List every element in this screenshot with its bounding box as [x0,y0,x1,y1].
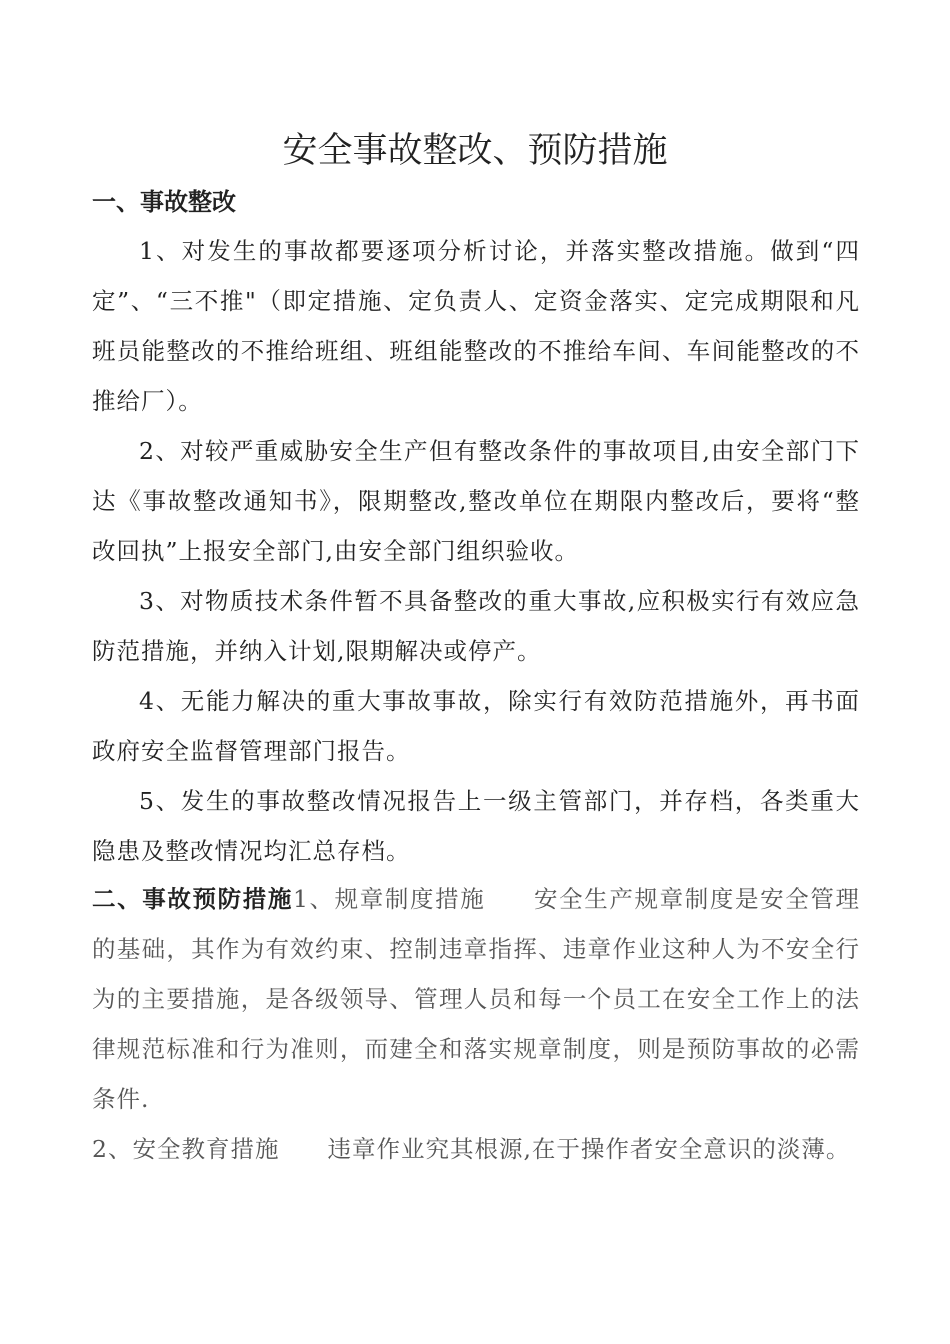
paragraph-2: 2、对较严重威胁安全生产但有整改条件的事故项目,由安全部门下达《事故整改通知书》，限期整改,整改单位在期限内整改后，要将“整改回执”上报安全部门,由安全部门组织验收。 [92,437,860,565]
paragraph-4: 4、无能力解决的重大事故事故，除实行有效防范措施外，再书面政府安全监督管理部门报告。 [92,687,860,765]
item1-label: 1、规章制度措施 [292,885,486,913]
section-prevention-block [92,874,860,1124]
section-heading-rectification: 一、事故整改 [92,187,236,216]
item2-label: 2、安全教育措施 [92,1135,280,1163]
item1-text: 安全生产规章制度是安全管理的基础，其作为有效约束、控制违章指挥、违章作业这种人为不安全行为的主要措施，是各级领导、管理人员和每一个员工在安全工作上的法律规范标准和行为准则，而建全和落实规章制度，则是预防事故的必需条件. [92,885,861,1113]
paragraph-3: 3、对物质技术条件暂不具备整改的重大事故,应积极实行有效应急防范措施，并纳入计划,限期解决或停产。 [92,587,860,665]
section-heading-prevention: 二、事故预防措施 [92,885,293,913]
paragraph-5: 5、发生的事故整改情况报告上一级主管部门，并存档，各类重大隐患及整改情况均汇总存档。 [92,787,860,865]
item2-text: 违章作业究其根源,在于操作者安全意识的淡薄。 [327,1135,851,1163]
item2-line [92,1124,882,1174]
paragraph-1: 1、对发生的事故都要逐项分析讨论，并落实整改措施。做到“四定”、“三不推"（即定措施、定负责人、定资金落实、定完成期限和凡班员能整改的不推给班组、班组能整改的不推给车间、车间能整改的不推给厂）。 [92,237,860,415]
document-title: 安全事故整改、预防措施 [282,131,668,171]
